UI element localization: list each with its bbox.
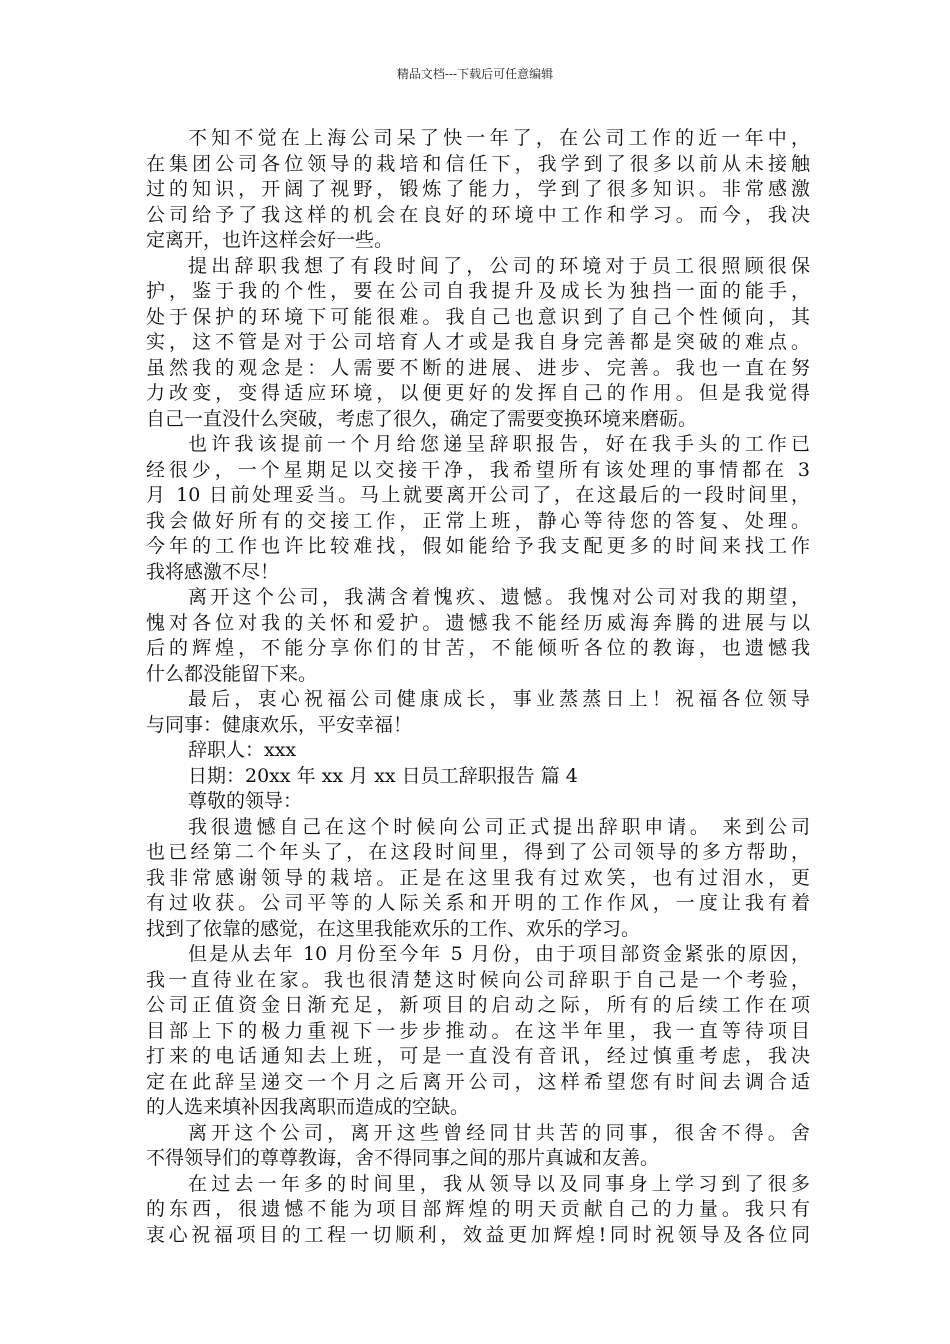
text-line: 提出辞职我想了有段时间了，公司的环境对于员工很照顾很保 xyxy=(188,254,810,277)
text-line: 我一直待业在家。我也很清楚这时候向公司辞职于自己是一个考验， xyxy=(146,968,810,991)
text-line: 辞职人：xxx xyxy=(188,739,297,761)
text-line: 也已经第二个年头了，在这段时间里，得到了公司领导的多方帮助， xyxy=(146,841,810,863)
text-line: 公司给予了我这样的机会在良好的环境中工作和学习。而今，我决 xyxy=(146,203,810,226)
text-line: 定离开，也许这样会好一些。 xyxy=(146,229,394,251)
text-line: 什么都没能留下来。 xyxy=(146,662,318,685)
text-line: 打来的电话通知去上班，可是一直没有音讯，经过慎重考虑，我决 xyxy=(146,1045,810,1067)
text-line: 不得领导们的尊尊教诲，舍不得同事之间的那片真诚和友善。 xyxy=(146,1147,660,1169)
text-line: 经很少，一个星期足以交接干净，我希望所有该处理的事情都在 3 xyxy=(146,458,810,481)
text-line: 我将感激不尽！ xyxy=(146,560,280,583)
text-line: 公司正值资金日渐充足，新项目的启动之际，所有的后续工作在项 xyxy=(146,994,810,1016)
text-line: 处于保护的环境下可能很难。我自己也意识到了自己个性倾向，其 xyxy=(146,305,810,328)
text-line: 自己一直没什么突破，考虑了很久，确定了需要变换环境来磨砺。 xyxy=(146,407,698,430)
text-line: 过的知识，开阔了视野，锻炼了能力，学到了很多知识。非常感激 xyxy=(146,178,810,200)
text-line: 离开这个公司，离开这些曾经同甘共苦的同事，很舍不得。舍 xyxy=(188,1121,810,1144)
text-line: 我非常感谢领导的栽培。正是在这里我有过欢笑，也有过泪水，更 xyxy=(146,866,810,889)
text-line: 我很遗憾自己在这个时候向公司正式提出辞职申请。 来到公司 xyxy=(188,815,810,838)
text-line: 在过去一年多的时间里，我从领导以及同事身上学习到了很多 xyxy=(188,1172,810,1195)
text-line: 找到了依靠的感觉，在这里我能欢乐的工作、欢乐的学习。 xyxy=(146,917,641,940)
text-line: 最后，衷心祝福公司健康成长，事业蒸蒸日上！祝福各位领导 xyxy=(188,688,810,710)
text-line: 定在此辞呈递交一个月之后离开公司，这样希望您有时间去调合适 xyxy=(146,1070,810,1093)
text-line: 目部上下的极力重视下一步步推动。在这半年里，我一直等待项目 xyxy=(146,1019,810,1042)
text-line: 我会做好所有的交接工作，正常上班，静心等待您的答复、处理。 xyxy=(146,509,810,532)
text-line: 愧对各位对我的关怀和爱护。遗憾我不能经历威海奔腾的进展与以 xyxy=(146,611,810,634)
text-line: 不知不觉在上海公司呆了快一年了，在公司工作的近一年中， xyxy=(188,127,810,149)
text-line: 实，这不管是对于公司培育人才或是我自身完善都是突破的难点。 xyxy=(146,331,810,353)
text-line: 但是从去年 10 月份至今年 5 月份，由于项目部资金紧张的原因， xyxy=(188,943,810,965)
text-line: 虽然我的观念是：人需要不断的进展、进步、完善。我也一直在努 xyxy=(146,356,810,379)
text-line: 力改变，变得适应环境，以便更好的发挥自己的作用。但是我觉得 xyxy=(146,382,810,404)
text-line: 衷心祝福项目的工程一切顺利，效益更加辉煌!同时祝领导及各位同 xyxy=(146,1223,810,1246)
text-line: 在集团公司各位领导的栽培和信任下，我学到了很多以前从未接触 xyxy=(146,152,810,175)
text-line: 护，鉴于我的个性，要在公司自我提升及成长为独挡一面的能手， xyxy=(146,280,810,302)
text-line: 月 10 日前处理妥当。马上就要离开公司了，在这最后的一段时间里， xyxy=(146,484,810,506)
text-line: 也许我该提前一个月给您递呈辞职报告，好在我手头的工作已 xyxy=(188,433,810,455)
text-line: 尊敬的领导： xyxy=(188,790,303,812)
text-line: 离开这个公司，我满含着愧疚、遗憾。我愧对公司对我的期望， xyxy=(188,586,810,608)
page-header: 精品文档---下载后可任意编辑 xyxy=(396,67,554,81)
text-line: 今年的工作也许比较难找，假如能给予我支配更多的时间来找工作 xyxy=(146,535,810,557)
text-line: 的东西，很遗憾不能为项目部辉煌的明天贡献自己的力量。我只有 xyxy=(146,1198,810,1220)
text-line: 与同事：健康欢乐，平安幸福！ xyxy=(146,713,413,736)
text-line: 后的辉煌，不能分享你们的甘苦，不能倾听各位的教诲，也遗憾我 xyxy=(146,637,810,659)
text-line: 有过收获。公司平等的人际关系和开明的工作作风，一度让我有着 xyxy=(146,892,810,914)
document-body xyxy=(146,126,810,1248)
text-line: 的人选来填补因我离职而造成的空缺。 xyxy=(146,1096,470,1118)
text-line: 日期：20xx 年 xx 月 xx 日员工辞职报告 篇 4 xyxy=(188,764,578,787)
